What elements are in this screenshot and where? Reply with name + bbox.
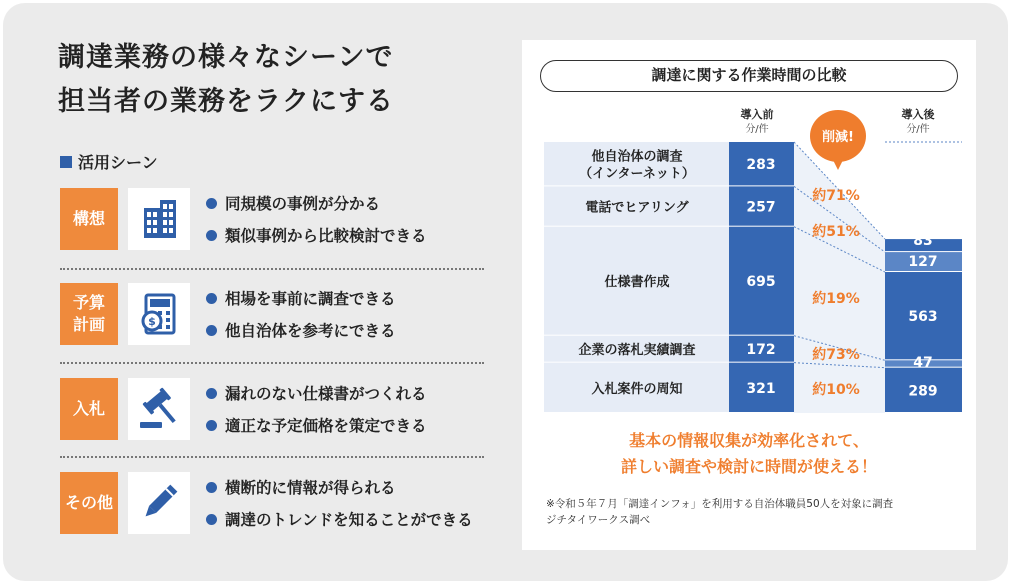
chart-svg (522, 40, 976, 440)
building-icon (128, 188, 190, 250)
chart-title: 調達に関する作業時間の比較 (540, 60, 958, 92)
scene-item (206, 224, 427, 246)
reduction-label: 約73% (812, 347, 860, 363)
footnote: ※令和５年７月「調達インフォ」を利用する自治体職員50人を対象に調査 ジチタイワークス調べ (546, 498, 894, 526)
bullet-dot-icon (206, 388, 217, 399)
scene-item (206, 319, 396, 341)
scene-item (206, 476, 473, 498)
category-label: 他自治体の調査 (591, 149, 683, 165)
scene-item-text: 相場を事前に調査できる (225, 290, 396, 308)
divider (60, 268, 484, 270)
divider (60, 362, 484, 364)
bar-before-value: 172 (746, 342, 776, 359)
column-header-before: 導入前 (740, 108, 774, 121)
column-header-after: 導入後 (901, 108, 935, 121)
bar-after-value: 563 (908, 309, 938, 326)
scene-item-text: 類似事例から比較検討できる (225, 227, 427, 245)
scene-tag: その他 (60, 472, 118, 534)
scene-tag: 予算 計画 (60, 283, 118, 345)
reduction-badge-label: 削減! (822, 130, 854, 145)
column-unit-before: 分/件 (745, 124, 769, 135)
scene-row-other (60, 472, 485, 534)
gavel-icon (128, 378, 190, 440)
scenes-heading (60, 150, 158, 173)
scene-tag: 入札 (60, 378, 118, 440)
bar-before-value: 257 (746, 199, 776, 216)
reduction-label: 約71% (812, 188, 860, 204)
scene-item-text: 調達のトレンドを知ることができる (225, 511, 473, 529)
bar-before-value: 695 (746, 274, 776, 291)
bullet-dot-icon (206, 230, 217, 241)
scene-item (206, 508, 473, 530)
summary-line-1: 基本の情報収集が効率化されて、 (629, 431, 869, 450)
category-label: 企業の落札実績調査 (578, 343, 696, 359)
scene-item-text: 横断的に情報が得られる (225, 479, 396, 497)
divider (60, 456, 484, 458)
column-unit-after: 分/件 (906, 124, 930, 135)
svg-text:$: $ (148, 315, 156, 328)
bar-before-value: 283 (746, 157, 776, 174)
chart-panel (522, 40, 976, 550)
bullet-dot-icon (206, 514, 217, 525)
scene-item-text: 同規模の事例が分かる (225, 195, 381, 213)
bar-before-value: 321 (746, 380, 776, 397)
bullet-dot-icon (206, 420, 217, 431)
scenes-heading-label: 活用シーン (78, 153, 158, 172)
title-line-1: 調達業務の様々なシーンで (58, 42, 394, 73)
scene-tag: 構想 (60, 188, 118, 250)
scene-row-budget (60, 283, 485, 345)
reduction-badge-pointer (832, 158, 844, 170)
bullet-dot-icon (206, 293, 217, 304)
page-title (58, 36, 394, 124)
title-line-2: 担当者の業務をラクにする (58, 86, 394, 117)
scene-item (206, 287, 396, 309)
scene-item (206, 192, 427, 214)
reduction-label: 約10% (812, 382, 860, 398)
scene-item-text: 漏れのない仕様書がつくれる (225, 385, 427, 403)
category-label: 入札案件の周知 (591, 381, 683, 397)
category-label: （インターネット） (579, 166, 695, 182)
calculator-icon (128, 283, 190, 345)
pencil-icon (128, 472, 190, 534)
scene-row-concept (60, 188, 485, 250)
square-bullet-icon (60, 156, 72, 168)
summary-message (522, 428, 976, 480)
scene-row-bidding (60, 378, 485, 440)
reduction-label: 約51% (812, 224, 860, 240)
scene-item-text: 他自治体を参考にできる (225, 322, 396, 340)
category-label: 電話でヒアリング (585, 200, 689, 216)
bullet-dot-icon (206, 325, 217, 336)
bullet-dot-icon (206, 198, 217, 209)
scene-item (206, 382, 427, 404)
category-label: 仕様書作成 (604, 275, 670, 291)
reduction-label: 約19% (812, 291, 860, 307)
scene-item (206, 414, 427, 436)
bar-after-value: 127 (908, 254, 938, 271)
scene-item-text: 適正な予定価格を策定できる (225, 417, 427, 435)
bar-after-value: 289 (908, 383, 938, 400)
summary-line-2: 詳しい調査や検討に時間が使える！ (620, 457, 877, 476)
bar-after-value: 83 (913, 233, 933, 250)
bar-after-value: 47 (913, 354, 933, 371)
bullet-dot-icon (206, 482, 217, 493)
